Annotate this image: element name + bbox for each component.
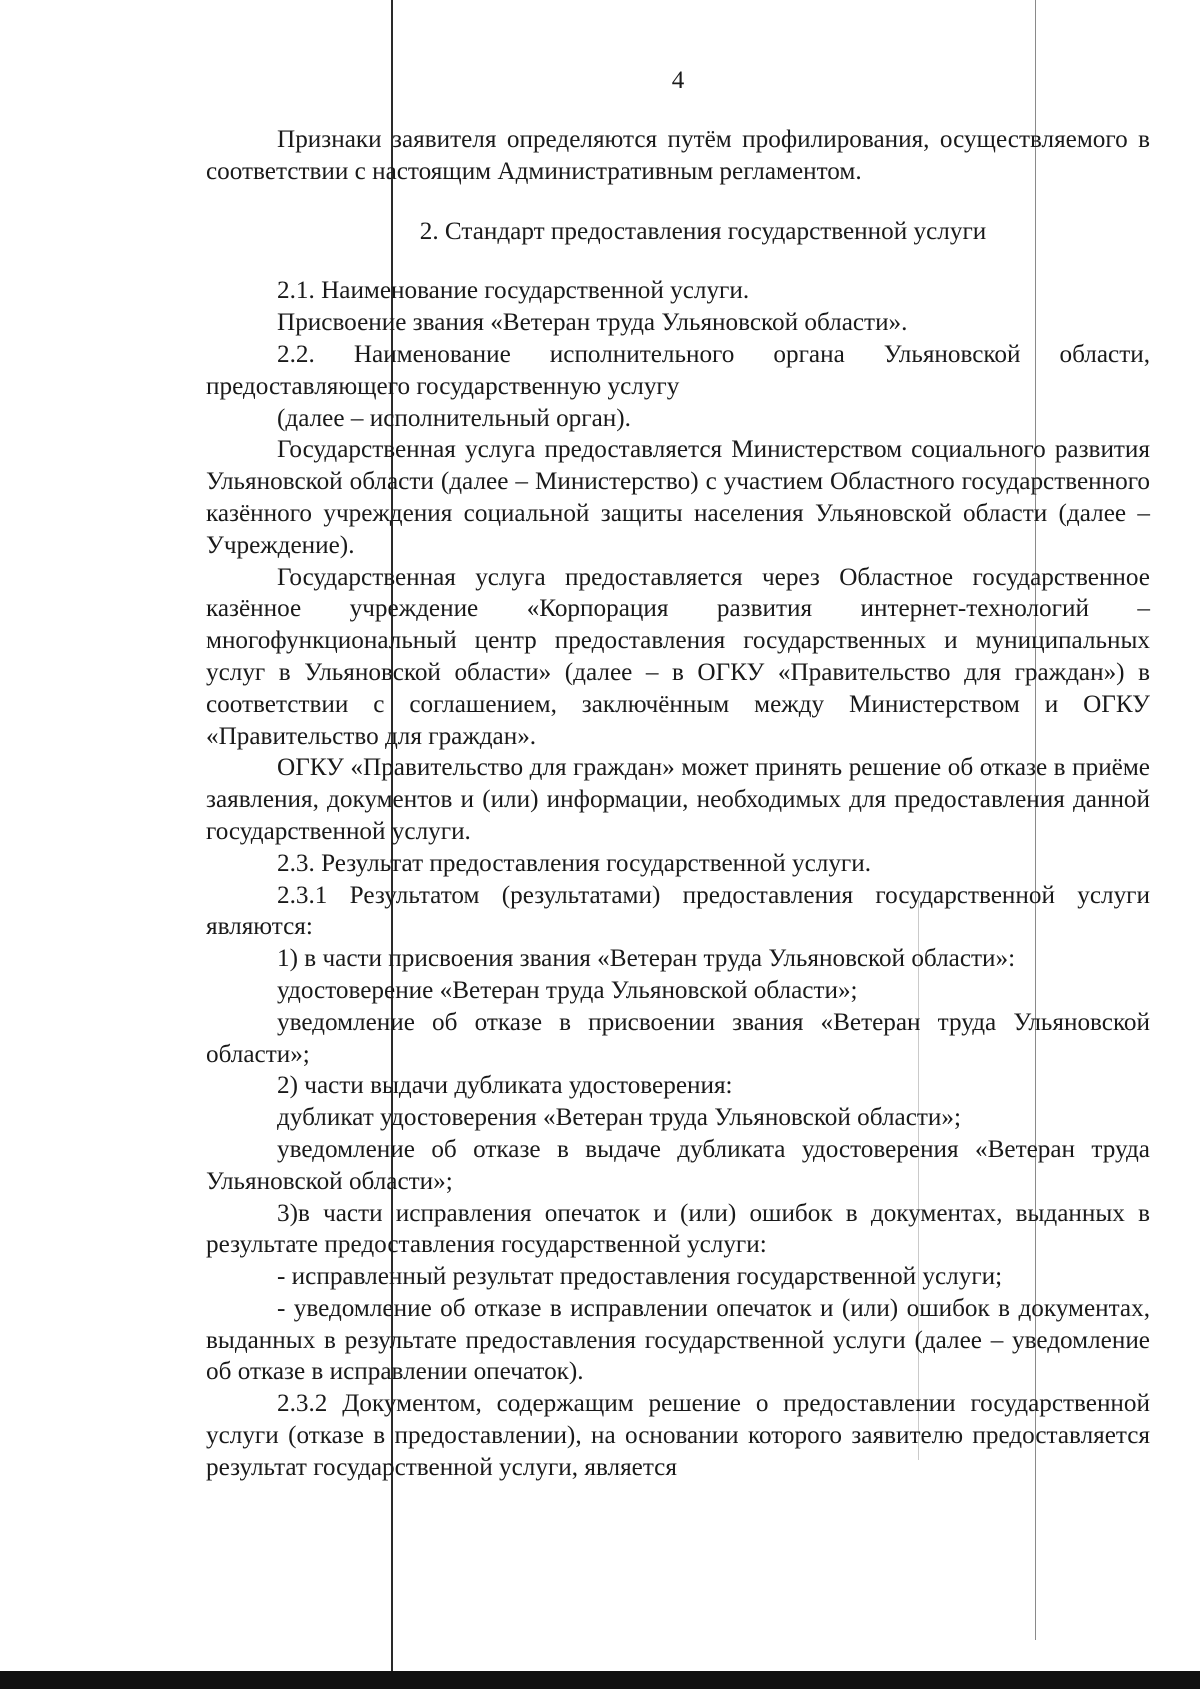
paragraph: уведомление об отказе в присвоении звания «Ветеран труда Ульяновской области»; (206, 1008, 1150, 1068)
paragraph: 2.3.2 Документом, содержащим решение о предоставлении государственной услуги (отказе в предоставлении), на основании которого заявителю предоставляется результат государственной услуги, является (206, 1390, 1150, 1481)
paragraph: 2.1. Наименование государственной услуги. (277, 277, 750, 305)
paragraph: 3)в части исправления опечаток и (или) ошибок в документах, выданных в результате предоставления государственной услуги: (206, 1199, 1150, 1259)
paragraph: - исправленный результат предоставления государственной услуги; (277, 1263, 1003, 1291)
paragraph: ОГКУ «Правительство для граждан» может принять решение об отказе в приёме заявления, документов и (или) информации, необходимых для предоставления данной государственной услуги. (206, 754, 1150, 845)
paragraph: 2.2. Наименование исполнительного органа Ульяновской области, предоставляющего государственную услугу (206, 340, 1150, 400)
paragraph: 2) части выдачи дубликата удостоверения: (277, 1072, 733, 1100)
paragraph: Признаки заявителя определяются путём профилирования, осуществляемого в соответствии с настоящим Административным регламентом. (206, 126, 1150, 185)
page-number: 4 (671, 67, 685, 94)
paragraph: 1) в части присвоения звания «Ветеран труда Ульяновской области»: (277, 945, 1016, 973)
paragraph: удостоверение «Ветеран труда Ульяновской области»; (277, 976, 858, 1004)
document-body (206, 124, 1150, 1484)
section-heading: 2. Стандарт предоставления государственной услуги (419, 217, 987, 245)
paragraph: Присвоение звания «Ветеран труда Ульяновской области». (277, 309, 908, 337)
paragraph: 2.3. Результат предоставления государственной услуги. (277, 849, 872, 877)
paragraph: дубликат удостоверения «Ветеран труда Ульяновской области»; (277, 1104, 961, 1132)
paragraph: (далее – исполнительный орган). (277, 404, 631, 432)
paragraph: 2.3.1 Результатом (результатами) предоставления государственной услуги являются: (206, 881, 1150, 941)
paragraph: - уведомление об отказе в исправлении опечаток и (или) ошибок в документах, выданных в результате предоставления государственной услуги (далее – уведомление об отказе в исправлении опечаток). (206, 1294, 1150, 1386)
paragraph: Государственная услуга предоставляется Министерством социального развития Ульяновской области (далее – Министерство) с участием Областного государственного казённого учреждения социальной защиты населения Ульяновской области (далее – Учреждение). (206, 436, 1150, 559)
scan-bottom-edge (0, 1671, 1200, 1689)
paragraph: Государственная услуга предоставляется через Областное государственное казённое учреждение «Корпорация развития интернет-технологий – многофункциональный центр предоставления государственных и муниципальных услуг в Ульяновской области» (далее – в ОГКУ «Правительство для граждан») в соответствии с соглашением, заключённым между Министерством и ОГКУ «Правительство для граждан». (206, 563, 1150, 750)
paragraph: уведомление об отказе в выдаче дубликата удостоверения «Ветеран труда Ульяновской области»; (206, 1135, 1150, 1195)
